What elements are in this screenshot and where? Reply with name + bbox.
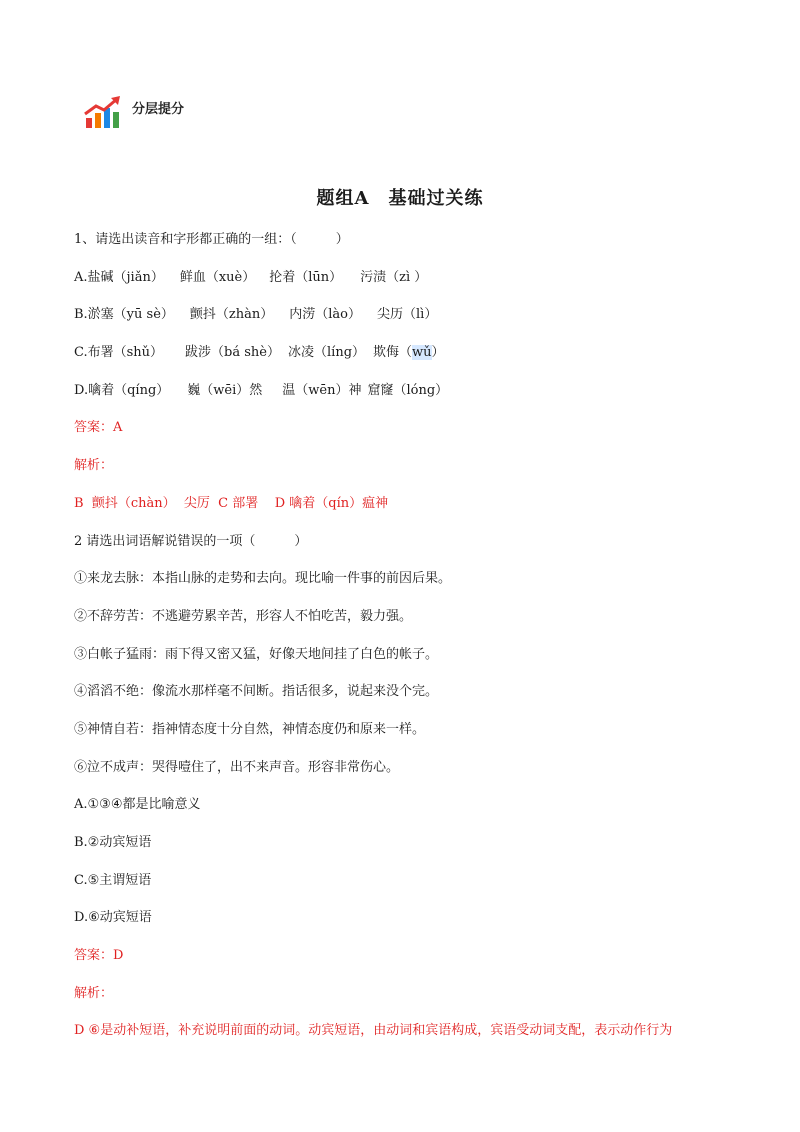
question-2-stem: 2 请选出词语解说错误的一项（ ） (74, 533, 308, 549)
question-1-option-c (74, 343, 734, 381)
option-d-word-4: 窟窿（lóng） (367, 382, 449, 398)
question-2-analysis-label: 解析： (74, 985, 114, 1001)
option-d-word-3: 温（wēn）神 (282, 382, 362, 398)
question-2-analysis: D ⑥是动补短语，补充说明前面的动词。动宾短语，由动词和宾语构成，宾语受动词支配，表示动作行为 (74, 1023, 673, 1039)
option-a-word-1: A.盐碱（jiǎn） (74, 269, 164, 285)
option-b-word-1: B.淤塞（yū sè） (74, 307, 174, 323)
question-2-option-a: A.①③④都是比喻意义 (74, 797, 201, 813)
option-c-word-4: 欺侮（ (373, 345, 413, 361)
option-c-word-4-close: ） (431, 345, 445, 361)
option-a-word-4: 污渍（zì ） (360, 269, 428, 285)
question-2-item: ①来龙去脉：本指山脉的走势和去向。现比喻一件事的前因后果。 (74, 571, 452, 587)
option-b-word-2: 颤抖（zhàn） (189, 307, 274, 323)
brand-logo (84, 96, 184, 130)
option-a-word-2: 鲜血（xuè） (179, 269, 256, 285)
question-2-option-c: C.⑤主谓短语 (74, 872, 152, 888)
logo-label: 分层提分 (132, 102, 185, 117)
question-2-option-b: B.②动宾短语 (74, 835, 152, 850)
question-1-analysis-label: 解析： (74, 458, 114, 474)
option-c-word-2: 跋涉（bá shè） (185, 345, 280, 361)
option-a-word-3: 抡着（lūn） (269, 269, 343, 285)
question-2-item: ②不辞劳苦：不逃避劳累辛苦，形容人不怕吃苦，毅力强。 (74, 608, 413, 624)
option-c-word-1: C.布署（shǔ） (74, 345, 164, 361)
question-1-option-d (74, 381, 734, 419)
question-2-item: ⑤神情自若：指神情态度十分自然，神情态度仍和原来一样。 (74, 721, 426, 737)
document-body (74, 230, 734, 1059)
option-b-word-3: 内涝（lào） (289, 307, 362, 323)
question-2-option-d: D.⑥动宾短语 (74, 910, 152, 926)
page-title: 题组A 基础过关练 (316, 188, 484, 209)
question-1-option-b (74, 305, 734, 343)
option-c-word-3: 冰凌（líng） (288, 345, 366, 361)
option-d-word-1: D.噙着（qíng） (74, 382, 170, 398)
option-d-word-2: 巍（wēi）然 (187, 382, 263, 398)
question-1-stem: 1、请选出读音和字形都正确的一组：（ ） (74, 232, 349, 247)
option-b-word-4: 尖历（lì） (377, 307, 438, 323)
question-2-item: ④滔滔不绝：像流水那样毫不间断。指话很多，说起来没个完。 (74, 684, 439, 700)
question-1-answer: 答案：A (74, 420, 123, 436)
rising-chart-icon (84, 96, 122, 130)
question-1-option-a (74, 268, 734, 306)
question-1-analysis: B 颤抖（chàn） 尖厉 C 部署 D 噙着（qín）瘟神 (74, 495, 389, 511)
question-2-item: ⑥泣不成声：哭得噎住了，出不来声音。形容非常伤心。 (74, 759, 400, 775)
highlighted-pinyin: wǔ (412, 345, 432, 361)
question-2-answer: 答案：D (74, 948, 124, 964)
question-2-item: ③白帐子猛雨：雨下得又密又猛，好像天地间挂了白色的帐子。 (74, 646, 439, 662)
